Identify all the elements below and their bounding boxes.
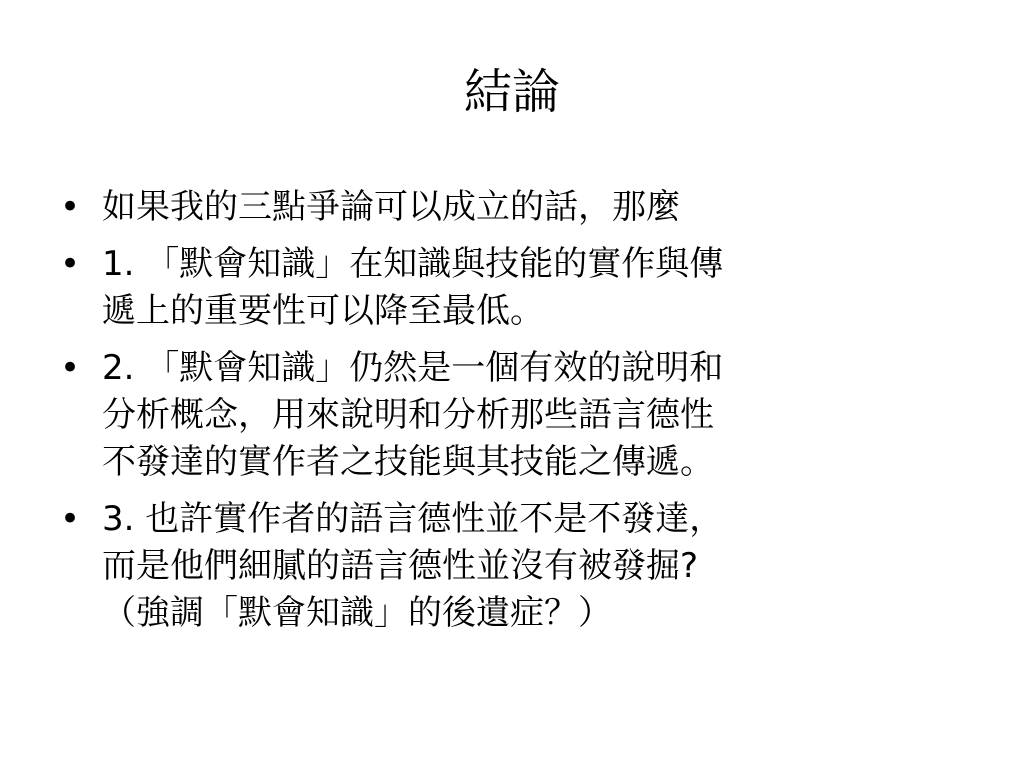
bullet-text-line: 1. 「默會知識」在知識與技能的實作與傳 <box>102 244 724 284</box>
bullet-dot-icon: • <box>60 244 81 284</box>
bullet-text-line: 3. 也許實作者的語言德性並不是不發達， <box>102 499 724 539</box>
bullet-text-line: 2. 「默會知識」仍然是一個有效的說明和 <box>102 348 724 388</box>
bullet-list <box>58 184 938 647</box>
bullet-item-3 <box>58 345 938 486</box>
bullet-text-line: 而是他們細膩的語言德性並沒有被發掘? <box>102 546 699 586</box>
bullet-dot-icon: • <box>60 499 81 539</box>
bullet-dot-icon: • <box>60 348 81 388</box>
bullet-text-line: 遞上的重要性可以降至最低。 <box>102 291 544 331</box>
bullet-text-line: 如果我的三點爭論可以成立的話，那麼 <box>102 187 680 227</box>
bullet-text-line: （強調「默會知識」的後遺症？） <box>102 593 612 633</box>
bullet-text-line: 分析概念，用來說明和分析那些語言德性 <box>102 395 714 435</box>
slide-title: 結論 <box>463 64 560 120</box>
bullet-item-1 <box>58 184 938 231</box>
bullet-text-line: 不發達的實作者之技能與其技能之傳遞。 <box>102 442 714 482</box>
bullet-item-2 <box>58 241 938 335</box>
bullet-dot-icon: • <box>60 187 81 227</box>
bullet-item-4 <box>58 496 938 637</box>
